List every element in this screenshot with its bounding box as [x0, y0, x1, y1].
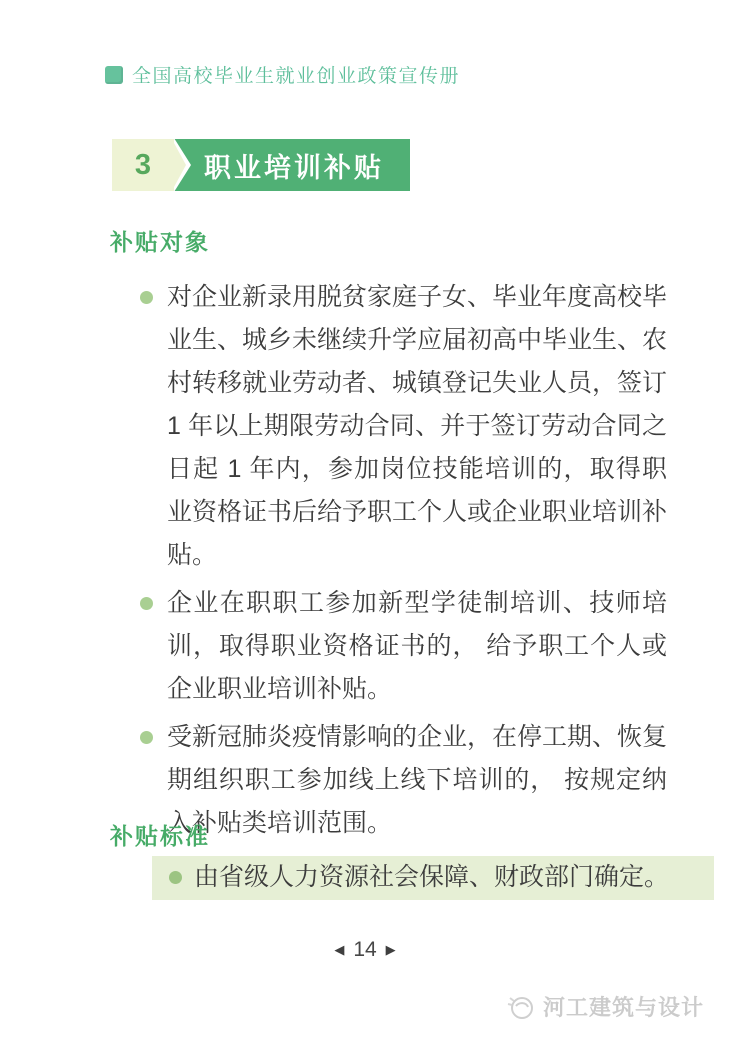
next-page-icon[interactable]: ▶ — [385, 942, 396, 957]
channel-watermark — [506, 990, 704, 1022]
section-number: 3 — [112, 139, 174, 191]
section-title-banner: 职业培训补贴 — [174, 139, 410, 191]
subsidy-standard-highlight — [152, 856, 714, 900]
page-number: 14 — [353, 938, 377, 961]
green-square-icon — [105, 66, 123, 84]
subsidy-targets-heading: 补贴对象 — [110, 229, 210, 255]
subsidy-standard-text: 由省级人力资源社会保障、财政部门确定。 — [194, 863, 670, 891]
watermark-logo-icon — [506, 990, 536, 1022]
pamphlet-title: 全国高校毕业生就业创业政策宣传册 — [132, 66, 461, 87]
subsidy-standard-heading: 补贴标准 — [110, 823, 210, 849]
list-item: 受新冠肺炎疫情影响的企业，在停工期、恢复期组织职工参加线上线下培训的， 按规定纳入补贴类培训范围。 — [140, 716, 667, 845]
list-item: 对企业新录用脱贫家庭子女、毕业年度高校毕业生、城乡未继续升学应届初高中毕业生、农村转移就业劳动者、城镇登记失业人员，签订 1 年以上期限劳动合同、并于签订劳动合同之日起 1 年内，参加岗位技能培训的，取得职业资格证书后给予职工个人或企业职业培训补贴。 — [140, 276, 667, 577]
prev-page-icon[interactable]: ◀ — [334, 942, 345, 957]
bullet-dot-icon — [169, 871, 182, 884]
subsidy-targets-list — [140, 276, 667, 850]
list-item: 企业在职职工参加新型学徒制培训、技师培训，取得职业资格证书的， 给予职工个人或企业职业培训补贴。 — [140, 582, 667, 711]
pamphlet-header — [105, 61, 460, 88]
watermark-text: 河工建筑与设计 — [542, 994, 704, 1020]
page-navigation — [0, 938, 730, 962]
section-number-badge — [112, 139, 410, 191]
